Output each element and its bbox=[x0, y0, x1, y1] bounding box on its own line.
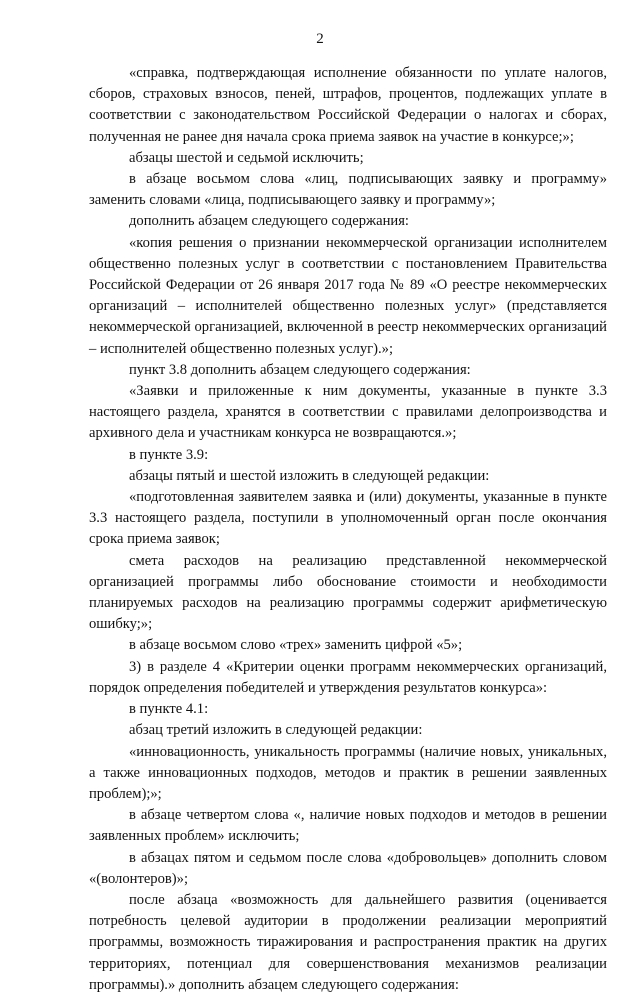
paragraph: в пункте 4.1: bbox=[129, 701, 209, 718]
paragraph: «подготовленная заявителем заявка и (или) документы, указанные в пункте 3.3 настоящего раздела, поступили в уполномоченный орган после окончания срока приема заявок; bbox=[89, 489, 607, 548]
paragraph: «копия решения о признании некоммерческой организации исполнителем общественно полезных услуг в соответствии с постановлением Правительства Российской Федерации от 26 января 2017 года № 89 «О реестре некоммерческих организаций – исполнителей общественно полезных услуг» (представляется некоммерческой организацией, включенной в реестр некоммерческих организаций – исполнителей общественно полезных услуг).»; bbox=[89, 234, 607, 357]
paragraph: в абзаце четвертом слова «, наличие новых подходов и методов в решении заявленных проблем» исключить; bbox=[89, 807, 607, 845]
document-body bbox=[89, 63, 607, 996]
paragraph: смета расходов на реализацию представленной некоммерческой организацией программы либо обоснование стоимости и необходимости планируемых расходов на реализацию программы содержит арифметическую ошибку;»; bbox=[89, 552, 607, 633]
paragraph: пункт 3.8 дополнить абзацем следующего содержания: bbox=[129, 361, 471, 378]
paragraph: в пункте 3.9: bbox=[129, 446, 209, 463]
paragraph: «инновационность, уникальность программы (наличие новых, уникальных, а также инновационных подходов, методов и практик в решении заявленных проблем);»; bbox=[89, 743, 607, 802]
paragraph: в абзаце восьмом слова «лиц, подписывающих заявку и программу» заменить словами «лица, подписывающего заявку и программу»; bbox=[89, 171, 607, 209]
paragraph: дополнить абзацем следующего содержания: bbox=[129, 213, 409, 230]
paragraph: 3) в разделе 4 «Критерии оценки программ некоммерческих организаций, порядок определения победителей и утверждения результатов конкурса»: bbox=[89, 658, 607, 696]
paragraph: абзацы пятый и шестой изложить в следующей редакции: bbox=[129, 467, 490, 484]
paragraph: в абзаце восьмом слово «трех» заменить цифрой «5»; bbox=[129, 637, 463, 654]
paragraph: абзацы шестой и седьмой исключить; bbox=[129, 149, 364, 166]
paragraph: «Заявки и приложенные к ним документы, указанные в пункте 3.3 настоящего раздела, хранятся в соответствии с правилами делопроизводства и архивного дела и участникам конкурса не возвращаются.»; bbox=[89, 383, 607, 442]
paragraph: в абзацах пятом и седьмом после слова «добровольцев» дополнить словом «(волонтеров)»; bbox=[89, 849, 607, 887]
paragraph: после абзаца «возможность для дальнейшего развития (оценивается потребность целевой аудитории в продолжении реализации мероприятий программы, возможность тиражирования и распространения практик на других территориях, потенциал для совершенствования механизмов реализации программы).» дополнить абзацем следующего содержания: bbox=[89, 891, 607, 993]
paragraph: «справка, подтверждающая исполнение обязанности по уплате налогов, сборов, страховых взносов, пеней, штрафов, процентов, подлежащих уплате в соответствии с законодательством Российской Федерации о налогах и сборах, полученная не ранее дня начала срока приема заявок на участие в конкурсе;»; bbox=[89, 65, 607, 145]
page-number: 2 bbox=[316, 31, 324, 47]
paragraph: абзац третий изложить в следующей редакции: bbox=[129, 722, 423, 739]
